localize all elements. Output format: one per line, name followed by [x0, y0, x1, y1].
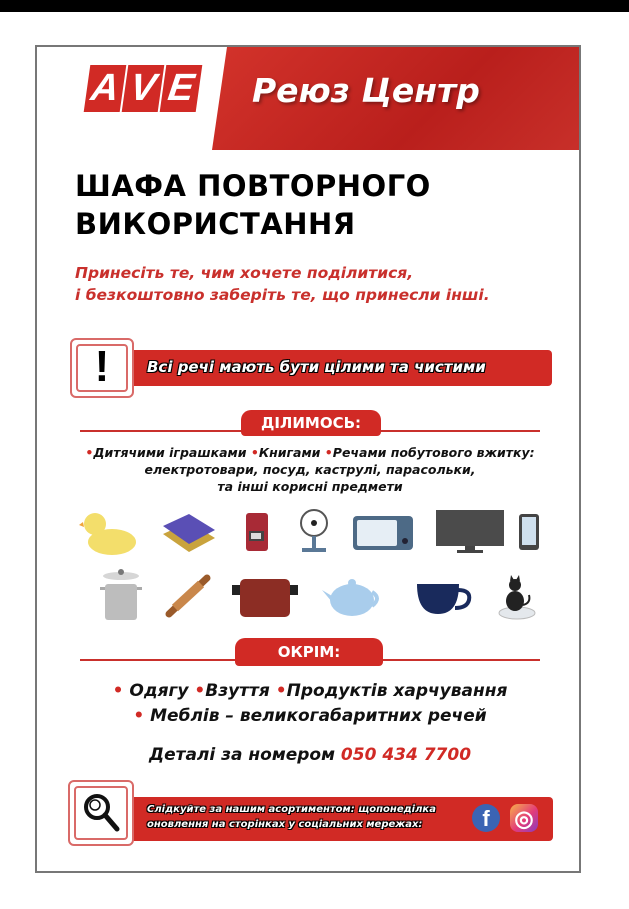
follow-line-1: Слідкуйте за нашим асортиментом: щопонеділка — [147, 804, 436, 815]
phone-number[interactable]: 050 434 7700 — [340, 745, 472, 765]
except-line-1: • Одягу •Взуття •Продуктів харчування — [112, 681, 508, 701]
share-items — [37, 444, 581, 495]
instagram-icon[interactable]: ◎ — [510, 804, 538, 832]
logo-letter-a: A — [84, 65, 127, 112]
books-icon — [161, 512, 217, 556]
header-title: Реюз Центр — [252, 71, 480, 110]
share-line-1: •Дитячими іграшками •Книгами •Речами побутового вжитку: — [85, 445, 535, 460]
fan-icon — [299, 508, 329, 554]
cat-figurine-icon — [497, 567, 539, 621]
rolling-pin-icon — [165, 574, 211, 618]
saucepan-icon — [230, 577, 300, 619]
logo-letter-v: V — [122, 65, 165, 112]
teapot-icon — [322, 574, 382, 618]
stock-pot-icon — [99, 568, 143, 622]
share-line-3: та інші корисні предмети — [217, 479, 403, 494]
search-box — [68, 780, 134, 846]
title-line-1: ШАФА ПОВТОРНОГО — [75, 169, 431, 203]
follow-line-2: оновлення на сторінках у соціальних мережах: — [147, 819, 423, 830]
magnifier-icon — [82, 792, 122, 834]
rubber-duck-icon — [79, 510, 137, 556]
poster — [35, 45, 581, 873]
tv-icon — [435, 509, 505, 555]
follow-text — [147, 802, 436, 832]
except-line-2: • Меблів – великогабаритних речей — [133, 706, 487, 726]
details-prefix: Деталі за номером — [148, 745, 335, 765]
subtitle-line-1: Принесіть те, чим хочете поділитися, — [75, 264, 414, 282]
facebook-icon[interactable]: f — [472, 804, 500, 832]
microwave-icon — [352, 515, 414, 551]
subtitle-line-2: і безкоштовно заберіть те, що принесли інші. — [75, 286, 490, 304]
top-black-bar — [0, 0, 629, 12]
details-line — [37, 745, 581, 765]
smartphone-icon — [518, 513, 540, 551]
poster-title — [75, 167, 431, 243]
cup-icon — [415, 582, 473, 616]
poster-subtitle — [75, 262, 490, 306]
except-items — [37, 679, 581, 729]
coffee-maker-icon — [244, 511, 270, 553]
share-line-2: електротовари, посуд, каструлі, парасольки, — [144, 462, 476, 477]
except-label: ОКРІМ: — [235, 638, 383, 666]
exclamation-icon: ! — [94, 342, 110, 391]
warning-text: Всі речі мають бути цілими та чистими — [147, 358, 486, 376]
ave-logo — [87, 65, 199, 112]
logo-letter-e: E — [160, 65, 203, 112]
title-line-2: ВИКОРИСТАННЯ — [75, 207, 356, 241]
share-label: ДІЛИМОСЬ: — [241, 410, 381, 436]
warning-box — [70, 338, 134, 398]
